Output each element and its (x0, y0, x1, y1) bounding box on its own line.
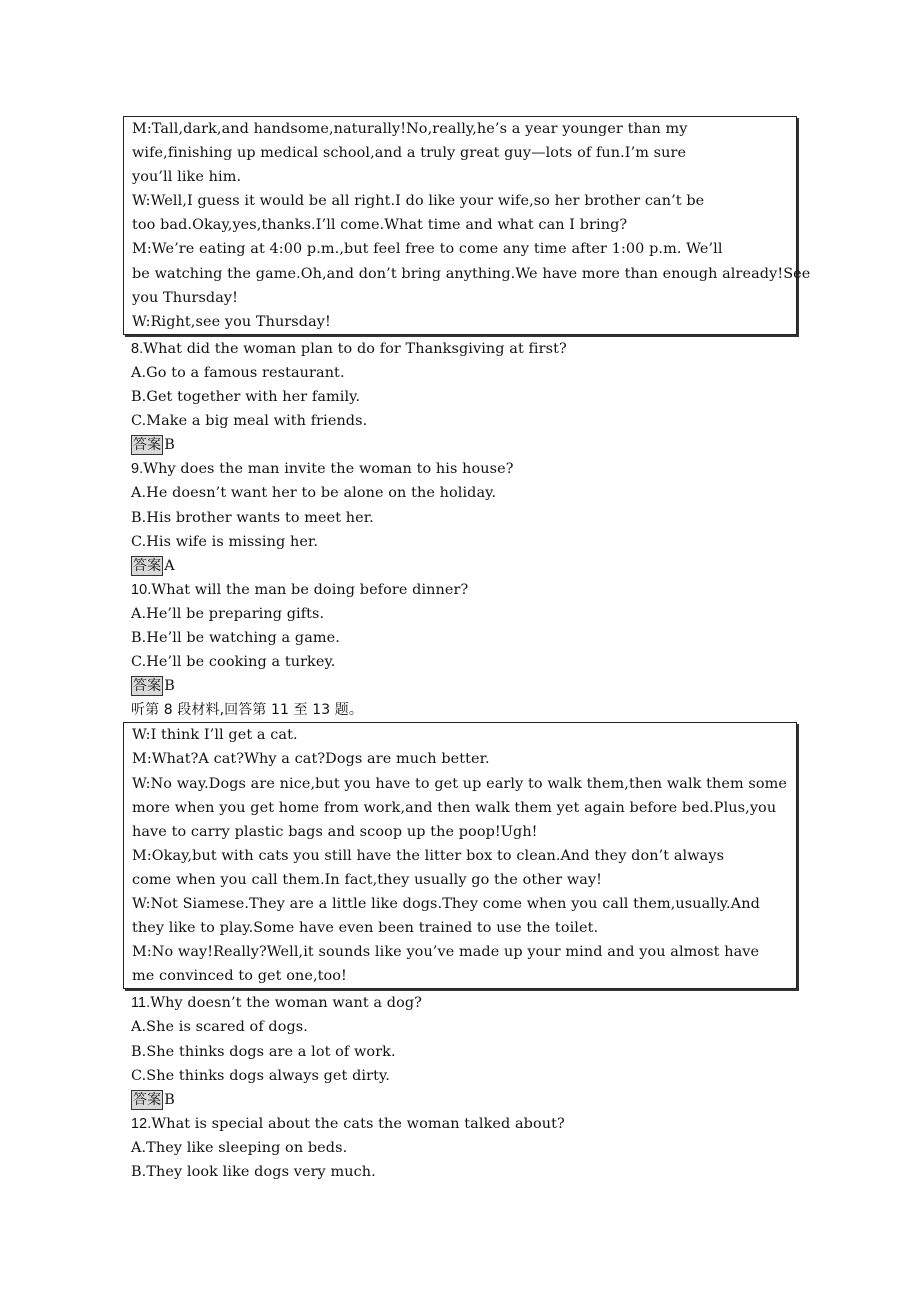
question-10 (131, 578, 831, 602)
dialogue-line: be watching the game.Oh,and don’t bring anything.We have more than enough already!See (132, 265, 811, 282)
answer-value: B (164, 678, 175, 695)
question-text: What is special about the cats the woman talked about? (151, 1115, 565, 1132)
option-b: B.Get together with her family. (131, 389, 361, 406)
option-c: C.He’ll be cooking a turkey. (131, 654, 336, 671)
dialogue-line: M:Tall,dark,and handsome,naturally!No,really,he’s a year younger than my (132, 121, 688, 137)
question-11 (131, 991, 831, 1015)
dialogue-line: wife,finishing up medical school,and a truly great guy—lots of fun.I’m sure (132, 145, 687, 162)
dialogue-line: W:Right,see you Thursday! (132, 313, 331, 330)
question-text: Why does the man invite the woman to his house? (143, 461, 514, 478)
option-a: A.She is scared of dogs. (131, 1019, 308, 1036)
question-number: 11. (131, 995, 151, 1012)
option-a: A.They like sleeping on beds. (131, 1139, 348, 1156)
option-c: C.She thinks dogs always get dirty. (131, 1067, 390, 1084)
answer-row (131, 1088, 831, 1112)
option-a: A.He doesn’t want her to be alone on the holiday. (131, 485, 497, 502)
dialogue-line: M:We’re eating at 4:00 p.m.,but feel free to come any time after 1:00 p.m. We’ll (132, 241, 723, 258)
dialogue-line: M:No way!Really?Well,it sounds like you’ve made up your mind and you almost have (132, 944, 760, 961)
answer-label: 答案 (133, 437, 162, 454)
option-a: A.He’ll be preparing gifts. (131, 605, 325, 622)
dialogue-line: they like to play.Some have even been trained to use the toilet. (132, 920, 599, 937)
answer-label: 答案 (133, 1091, 162, 1108)
answer-label: 答案 (133, 557, 162, 574)
option-c: C.Make a big meal with friends. (131, 413, 368, 430)
dialogue-line: too bad.Okay,yes,thanks.I’ll come.What time and what can I bring? (132, 217, 628, 234)
dialogue-line: you Thursday! (132, 289, 239, 306)
section-heading: 听第 8 段材料,回答第 11 至 13 题。 (131, 702, 363, 719)
dialogue-line: M:Okay,but with cats you still have the litter box to clean.And they don’t always (132, 847, 725, 864)
answer-value: B (164, 437, 175, 454)
option-b: B.His brother wants to meet her. (131, 509, 374, 526)
question-text: Why doesn’t the woman want a dog? (150, 995, 422, 1012)
question-number: 12. (131, 1115, 152, 1132)
question-8 (131, 337, 831, 361)
dialogue-box-1 (123, 116, 811, 335)
question-text: What will the man be doing before dinner? (151, 581, 469, 598)
dialogue-line: M:What?A cat?Why a cat?Dogs are much better. (132, 751, 490, 768)
dialogue-line: W:No way.Dogs are nice,but you have to get up early to walk them,then walk them some (132, 775, 788, 792)
dialogue-box-2 (123, 722, 797, 989)
dialogue-line: more when you get home from work,and then walk them yet again before bed.Plus,you (132, 799, 777, 816)
option-a: A.Go to a famous restaurant. (131, 364, 345, 381)
option-b: B.They look like dogs very much. (131, 1164, 376, 1181)
answer-value: A (164, 557, 175, 574)
question-text: What did the woman plan to do for Thanksgiving at first? (143, 340, 567, 357)
question-12 (131, 1112, 831, 1136)
dialogue-line: me convinced to get one,too! (132, 968, 347, 985)
answer-row (131, 674, 831, 698)
answer-label: 答案 (133, 678, 162, 695)
question-number: 10. (131, 581, 152, 598)
dialogue-line: you’ll like him. (132, 169, 242, 186)
option-b: B.She thinks dogs are a lot of work. (131, 1043, 396, 1060)
answer-value: B (164, 1091, 175, 1108)
question-9 (131, 457, 831, 481)
dialogue-line: come when you call them.In fact,they usually go the other way! (132, 871, 603, 888)
dialogue-line: W:Not Siamese.They are a little like dogs.They come when you call them,usually.And (132, 896, 760, 912)
dialogue-line: W:Well,I guess it would be all right.I do like your wife,so her brother can’t be (132, 193, 705, 210)
dialogue-line: W:I think I’ll get a cat. (132, 727, 298, 744)
option-b: B.He’ll be watching a game. (131, 629, 340, 646)
answer-row (131, 433, 831, 457)
dialogue-line: have to carry plastic bags and scoop up the poop!Ugh! (132, 823, 538, 840)
document-content (131, 116, 831, 1184)
question-number: 8. (131, 340, 144, 357)
answer-row (131, 554, 831, 578)
question-number: 9. (131, 461, 144, 478)
option-c: C.His wife is missing her. (131, 533, 319, 550)
